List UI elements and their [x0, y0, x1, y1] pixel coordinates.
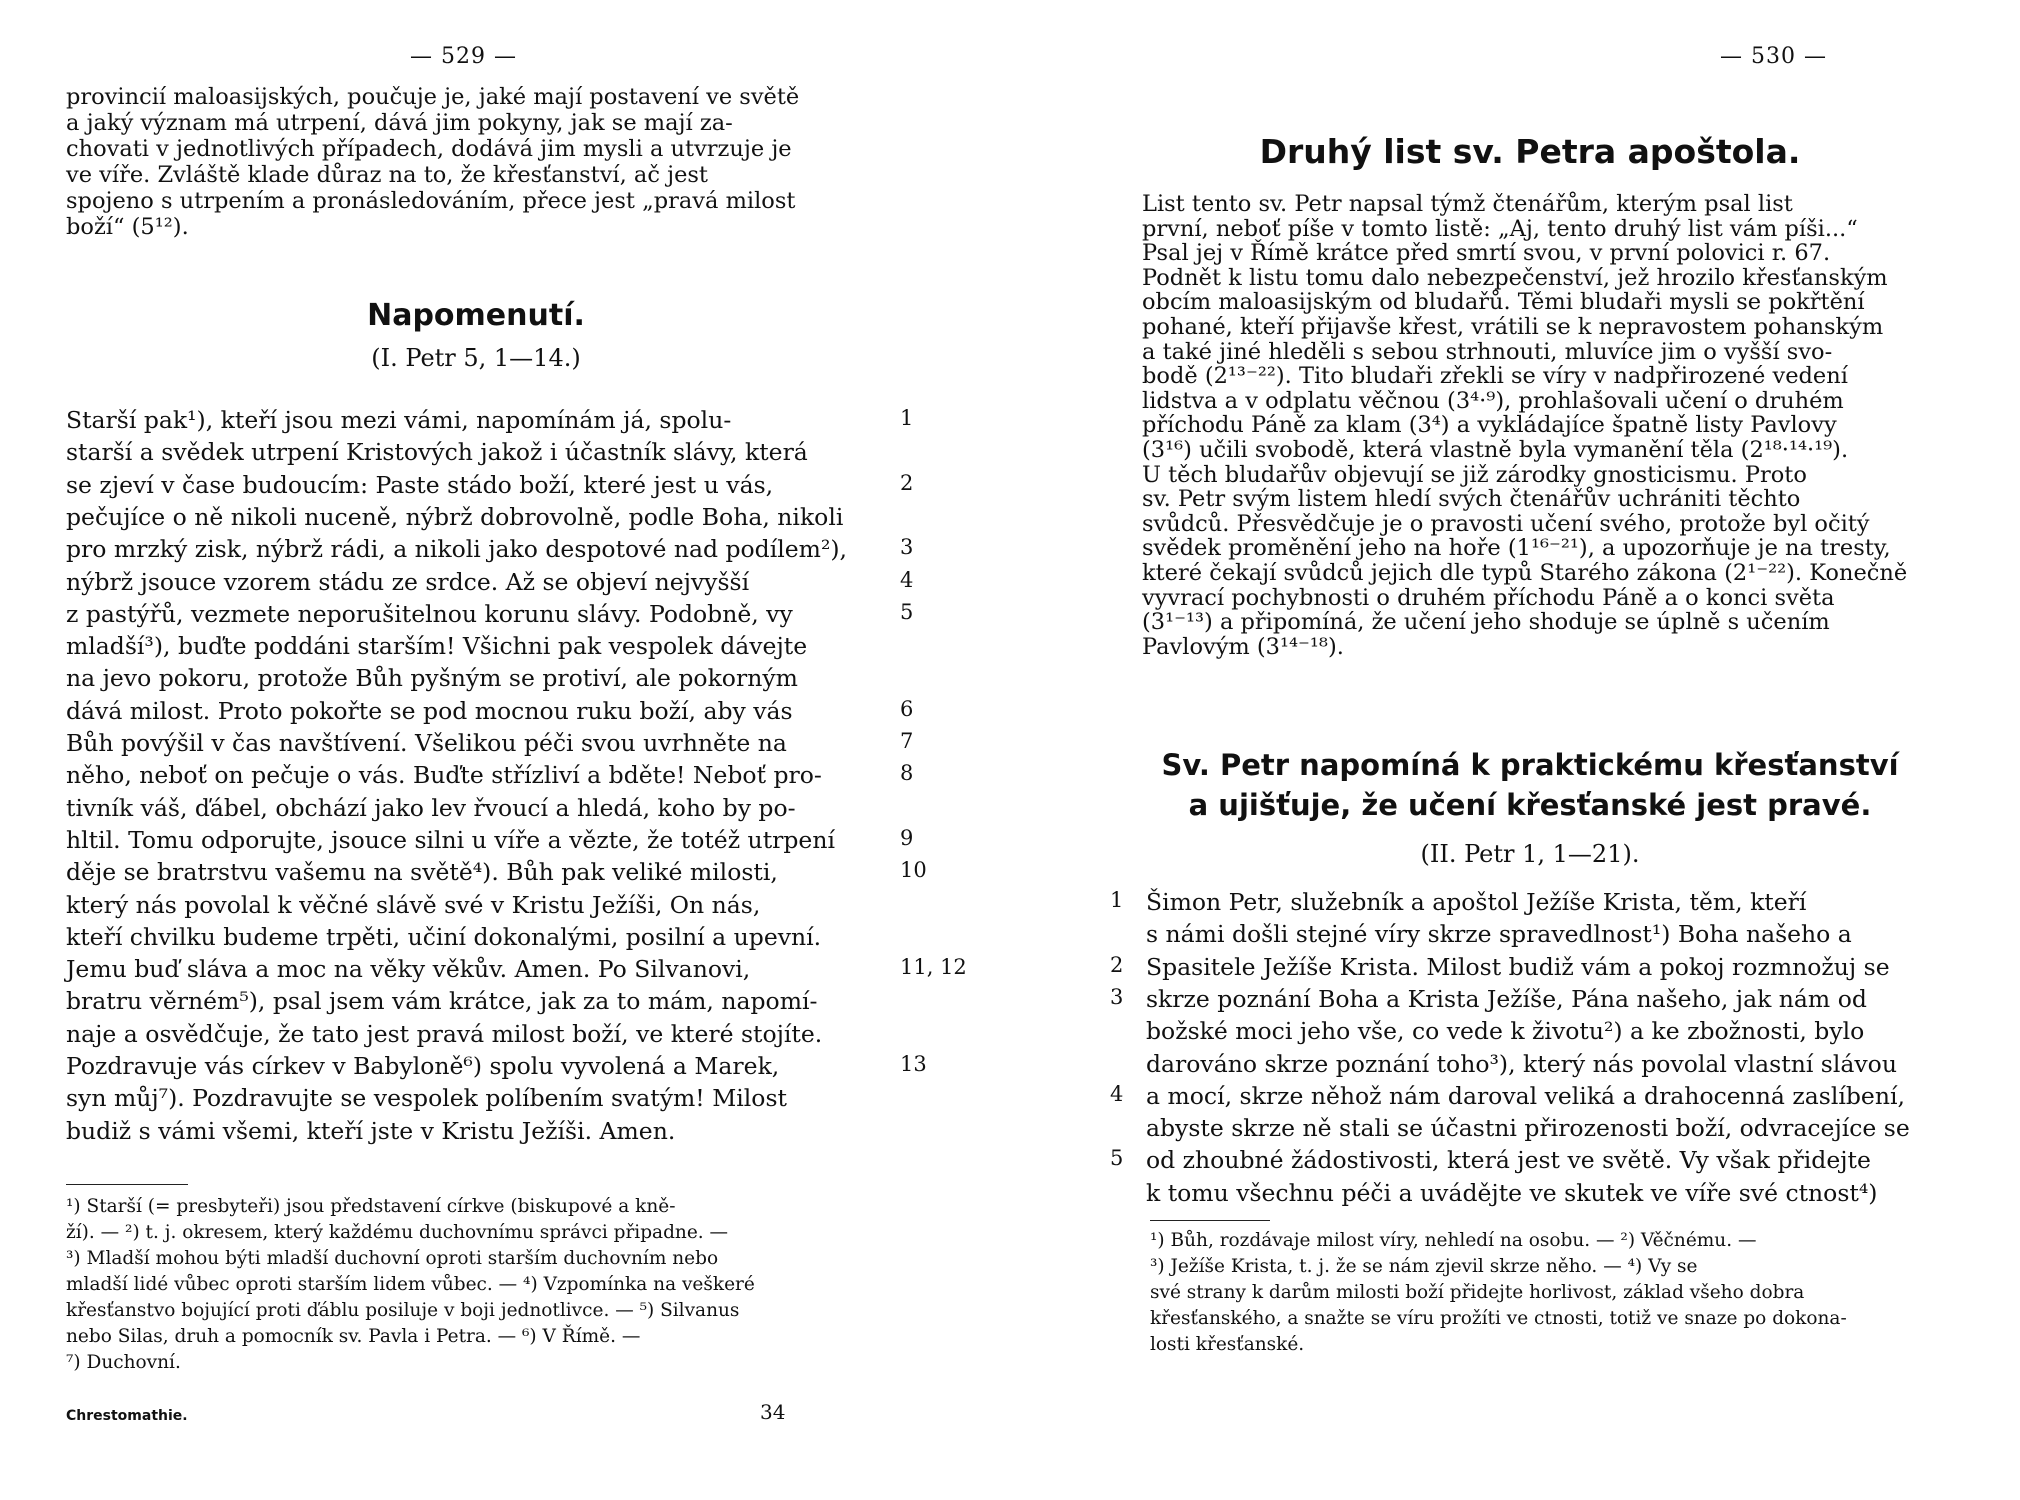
- text-line: něho, neboť on pečuje o vás. Buďte střízliví a bděte! Neboť pro-: [66, 761, 822, 790]
- footnotes: [1150, 1228, 1940, 1358]
- verse-number: 7: [900, 729, 914, 753]
- text-line: tivník váš, ďábel, obchází jako lev řvoucí a hledá, koho by po-: [66, 793, 796, 822]
- footnote-line: mladší lidé vůbec oproti starším lidem vůbec. — ⁴) Vzpomínka na veškeré: [66, 1274, 755, 1295]
- intro-line: Podnět k listu tomu dalo nebezpečenství, jež hrozilo křesťanským: [1142, 264, 1888, 291]
- verse-number: 3: [1110, 984, 1124, 1009]
- text-line: mladší³), buďte poddáni starším! Všichni pak vespolek dávejte: [66, 632, 808, 661]
- verse-number: 10: [900, 858, 927, 883]
- intro-line: lidstva a v odplatu věčnou (3⁴·⁹), prohlašovali učení o druhém: [1142, 387, 1844, 414]
- footnote-line: křesťanského, a snažte se víru prožíti ve ctnosti, totiž ve snaze po dokona-: [1150, 1308, 1847, 1329]
- footnote-line: ³) Mladší mohou býti mladší duchovní oproti starším duchovním nebo: [66, 1248, 719, 1269]
- verse-number: 1: [1110, 888, 1124, 912]
- text-line: dává milost. Proto pokořte se pod mocnou ruku boží, aby vás: [66, 696, 793, 725]
- intro-line: a také jiné hleděli s sebou strhnouti, mluvíce jim o vyšší svo-: [1142, 338, 1833, 365]
- intro-line: ve víře. Zvláště klade důraz na to, že křesťanství, ač jest: [66, 162, 708, 188]
- footer-label: Chrestomathie.: [66, 1408, 188, 1424]
- text-line: z pastýřů, vezmete neporušitelnou korunu slávy. Podobně, vy: [66, 599, 793, 628]
- footnote-divider: [1150, 1220, 1270, 1221]
- verse-number: 2: [900, 470, 914, 495]
- intro-line: obcím maloasijským od bludařů. Těmi bludaři mysli se pokřtění: [1142, 289, 1865, 316]
- footnote-line: své strany k darům milosti boží přidejte horlivost, základ všeho dobra: [1150, 1282, 1805, 1303]
- text-line: budiž s vámi všemi, kteří jste v Kristu Ježíši. Amen.: [66, 1116, 676, 1145]
- section-title-line-1: Sv. Petr napomíná k praktickému křesťanství: [1161, 748, 1899, 782]
- intro-paragraph: [1142, 192, 1932, 659]
- intro-line: List tento sv. Petr napsal týmž čtenářům, kterým psal list: [1142, 191, 1793, 217]
- text-line: syn můj⁷). Pozdravujte se vespolek políbením svatým! Milost: [66, 1084, 787, 1113]
- section-title: Napomenutí.: [367, 298, 585, 333]
- text-line: naje a osvědčuje, že tato jest pravá milost boží, ve které stojíte.: [66, 1019, 823, 1048]
- sheet-number: 34: [760, 1400, 786, 1424]
- verse-number: 4: [1110, 1081, 1124, 1106]
- text-line: Pozdravuje vás církev v Babyloně⁶) spolu vyvolená a Marek,: [66, 1052, 780, 1080]
- intro-line: svůdců. Přesvědčuje je o pravosti učení svého, protože byl očitý: [1142, 510, 1870, 537]
- intro-line: provincií maloasijských, poučuje je, jaké mají postavení ve světě: [66, 84, 800, 110]
- intro-line: svědek proměnění jeho na hoře (1¹⁶⁻²¹), a upozorňuje je na tresty,: [1142, 535, 1891, 562]
- verse-number: 3: [900, 535, 914, 560]
- intro-paragraph: [66, 84, 886, 240]
- intro-line: které čekají svůdců jejich dle typů Starého zákona (2¹⁻²²). Konečně: [1142, 559, 1908, 586]
- intro-line: příchodu Páně za klam (3⁴) a vykládajíce špatně listy Pavlovy: [1142, 412, 1837, 439]
- text-line: s námi došli stejné víry skrze spravedlnost¹) Boha našeho a: [1146, 920, 1852, 949]
- intro-line: boží“ (5¹²).: [66, 214, 189, 240]
- text-line: děje se bratrstvu vašemu na světě⁴). Bůh pak veliké milosti,: [66, 858, 778, 887]
- footnote-line: nebo Silas, druh a pomocník sv. Pavla i Petra. — ⁶) V Římě. —: [66, 1326, 641, 1347]
- verse-number: 13: [900, 1052, 927, 1076]
- text-line: na jevo pokoru, protože Bůh pyšným se protiví, ale pokorným: [66, 664, 798, 693]
- intro-line: Psal jej v Římě krátce před smrtí svou, v první polovici r. 67.: [1142, 240, 1831, 267]
- verse-number: 5: [1110, 1146, 1124, 1171]
- footnote-line: ¹) Starší (= presbyteři) jsou představení církve (biskupové a kně-: [66, 1196, 676, 1217]
- footnote-line: ¹) Bůh, rozdávaje milost víry, nehledí na osobu. — ²) Věčnému. —: [1150, 1230, 1757, 1251]
- intro-line: a jaký význam má utrpení, dává jim pokyny, jak se mají za-: [66, 110, 733, 136]
- footnote-line: křesťanstvo bojující proti ďáblu posiluje v boji jednotlivce. — ⁵) Silvanus: [66, 1300, 740, 1321]
- text-line: hltil. Tomu odporujte, jsouce silni u víře a vězte, že totéž utrpení: [66, 825, 835, 854]
- intro-line: spojeno s utrpením a pronásledováním, přece jest „pravá milost: [66, 188, 796, 214]
- text-line: pečujíce o ně nikoli nuceně, nýbrž dobrovolně, podle Boha, nikoli: [66, 502, 844, 531]
- intro-line: (3¹⁻¹³) a připomíná, že učení jeho shoduje se úplně s učením: [1142, 609, 1830, 636]
- text-line: kteří chvilku budeme trpěti, učiní dokonalými, posilní a upevní.: [66, 922, 822, 951]
- text-line: skrze poznání Boha a Krista Ježíše, Pána našeho, jak nám od: [1146, 984, 1867, 1013]
- verse-number: 8: [900, 761, 914, 786]
- intro-line: Pavlovým (3¹⁴⁻¹⁸).: [1142, 633, 1344, 660]
- verse-number: 9: [900, 825, 914, 850]
- footnote-line: losti křesťanské.: [1150, 1334, 1305, 1355]
- footnote-line: ³) Ježíše Krista, t. j. že se nám zjevil skrze něho. — ⁴) Vy se: [1150, 1256, 1698, 1277]
- text-line: Starší pak¹), kteří jsou mezi vámi, napomínám já, spolu-: [66, 406, 732, 434]
- verse-number: 5: [900, 599, 914, 624]
- intro-line: chovati v jednotlivých případech, dodává jim mysli a utvrzuje je: [66, 136, 792, 162]
- text-line: Šimon Petr, služebník a apoštol Ježíše Krista, těm, kteří: [1146, 888, 1807, 916]
- verse-number: 11, 12: [900, 955, 967, 980]
- text-line: pro mrzký zisk, nýbrž rádi, a nikoli jako despotové nad podílem²),: [66, 535, 847, 564]
- text-line: božské moci jeho vše, co vede k životu²) a ke zbožnosti, bylo: [1146, 1017, 1865, 1046]
- intro-line: vyvrací pochybnosti o druhém příchodu Páně a o konci světa: [1142, 584, 1835, 611]
- text-line: darováno skrze poznání toho³), který nás povolal vlastní slávou: [1146, 1049, 1897, 1078]
- footnote-line: ží). — ²) t. j. okresem, který každému duchovnímu správci připadne. —: [66, 1222, 729, 1243]
- text-line: se zjeví v čase budoucím: Paste stádo boží, které jest u vás,: [66, 470, 774, 499]
- text-line: nýbrž jsouce vzorem stádu ze srdce. Až se objeví nejvyšší: [66, 567, 750, 596]
- text-line: abyste skrze ně stali se účastni přirozenosti boží, odvracejíce se: [1146, 1114, 1910, 1143]
- intro-line: sv. Petr svým listem hledí svých čtenářův uchrániti těchto: [1142, 486, 1801, 513]
- intro-line: (3¹⁶) učili svobodě, která vlastně byla vymanění těla (2¹⁸·¹⁴·¹⁹).: [1142, 436, 1849, 463]
- intro-line: bodě (2¹³⁻²²). Tito bludaři zřekli se víry v nadpřirozené vedení: [1142, 363, 1848, 390]
- verse-number: 4: [900, 567, 914, 592]
- right-page: [1010, 0, 2020, 1500]
- text-line: a mocí, skrze něhož nám daroval veliká a drahocenná zaslíbení,: [1146, 1081, 1905, 1110]
- verse-number: 1: [900, 406, 914, 430]
- page-number: — 529 —: [410, 44, 517, 69]
- verse-number: 2: [1110, 952, 1124, 977]
- section-reference: (I. Petr 5, 1—14.): [371, 344, 581, 372]
- intro-line: pohané, kteří přijavše křest, vrátili se k nepravostem pohanským: [1142, 313, 1884, 340]
- text-line: Bůh povýšil v čas navštívení. Všelikou péči svou uvrhněte na: [66, 729, 787, 757]
- section-reference: (II. Petr 1, 1—21).: [1420, 840, 1640, 868]
- footnotes: [66, 1194, 886, 1376]
- text-line: Spasitele Ježíše Krista. Milost budiž vám a pokoj rozmnožuj se: [1146, 952, 1890, 981]
- intro-line: U těch bludařův objevují se již zárodky gnosticismu. Proto: [1142, 461, 1807, 488]
- text-line: od zhoubné žádostivosti, která jest ve světě. Vy však přidejte: [1146, 1146, 1871, 1175]
- text-line: starší a svědek utrpení Kristových jakož i účastník slávy, která: [66, 438, 808, 467]
- page-number: — 530 —: [1720, 44, 1827, 69]
- text-line: k tomu všechnu péči a uvádějte ve skutek ve víře své ctnost⁴): [1146, 1178, 1878, 1207]
- text-line: který nás povolal k věčné slávě své v Kristu Ježíši, On nás,: [66, 890, 761, 919]
- text-line: bratru věrném⁵), psal jsem vám krátce, jak za to mám, napomí-: [66, 987, 818, 1016]
- text-line: Jemu buď sláva a moc na věky věkův. Amen. Po Silvanovi,: [66, 955, 751, 984]
- letter-title: Druhý list sv. Petra apoštola.: [1259, 132, 1801, 171]
- footnote-divider: [66, 1184, 188, 1185]
- intro-line: první, neboť píše v tomto listě: „Aj, tento druhý list vám píši...“: [1142, 215, 1858, 242]
- section-title-line-2: a ujišťuje, že učení křesťanské jest pravé.: [1188, 788, 1872, 822]
- footnote-line: ⁷) Duchovní.: [66, 1352, 181, 1373]
- verse-number: 6: [900, 696, 914, 721]
